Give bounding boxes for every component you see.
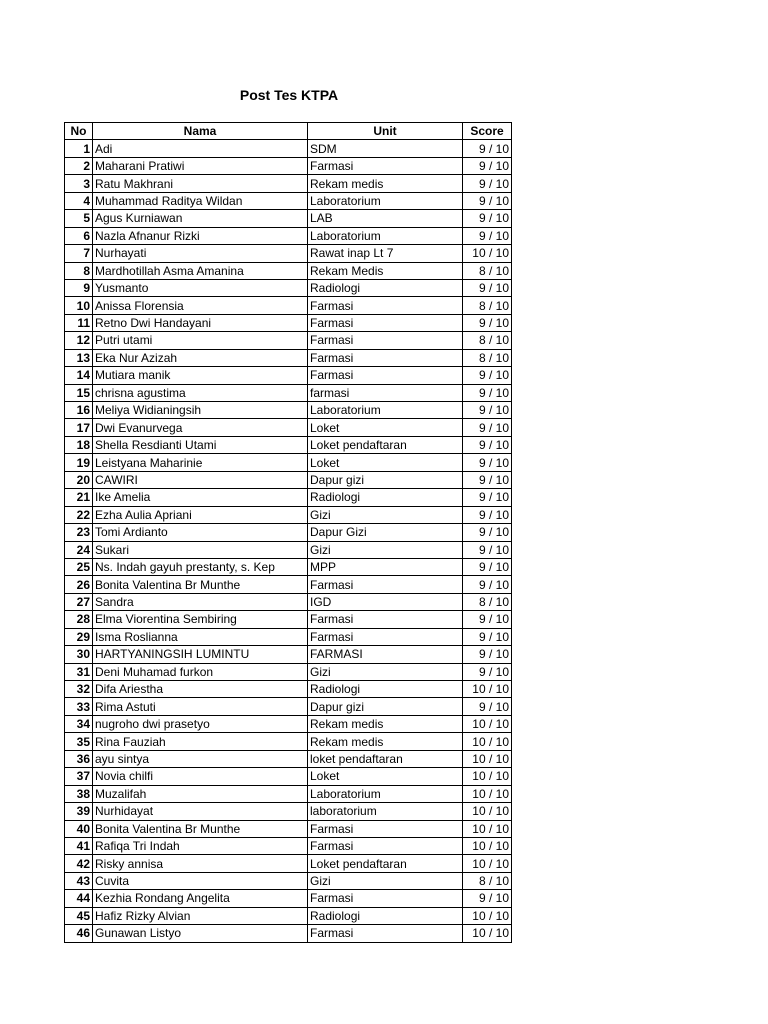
score-cell: 9 / 10	[463, 402, 512, 419]
table-row	[65, 489, 512, 506]
unit-cell: LAB	[308, 210, 463, 227]
name-cell: Bonita Valentina Br Munthe	[93, 820, 308, 837]
unit-cell: Farmasi	[308, 820, 463, 837]
unit-cell: Gizi	[308, 541, 463, 558]
table-body	[65, 140, 512, 942]
name-cell: Muzalifah	[93, 785, 308, 802]
unit-cell: Loket	[308, 419, 463, 436]
unit-cell: Farmasi	[308, 157, 463, 174]
unit-cell: Gizi	[308, 663, 463, 680]
score-cell: 9 / 10	[463, 524, 512, 541]
unit-cell: Farmasi	[308, 837, 463, 854]
score-cell: 9 / 10	[463, 558, 512, 575]
name-cell: Muhammad Raditya Wildan	[93, 192, 308, 209]
score-table	[64, 122, 512, 943]
row-number-cell: 38	[65, 785, 93, 802]
score-cell: 10 / 10	[463, 768, 512, 785]
unit-cell: loket pendaftaran	[308, 750, 463, 767]
score-cell: 9 / 10	[463, 140, 512, 157]
table-row	[65, 541, 512, 558]
table-row	[65, 628, 512, 645]
score-cell: 8 / 10	[463, 262, 512, 279]
table-row	[65, 245, 512, 262]
row-number-cell: 23	[65, 524, 93, 541]
table-row	[65, 262, 512, 279]
table-row	[65, 506, 512, 523]
unit-cell: laboratorium	[308, 803, 463, 820]
name-cell: Risky annisa	[93, 855, 308, 872]
score-cell: 9 / 10	[463, 454, 512, 471]
row-number-cell: 31	[65, 663, 93, 680]
name-cell: Maharani Pratiwi	[93, 157, 308, 174]
row-number-cell: 27	[65, 593, 93, 610]
column-header-nama: Nama	[93, 123, 308, 140]
table-row	[65, 907, 512, 924]
unit-cell: Radiologi	[308, 907, 463, 924]
unit-cell: Rawat inap Lt 7	[308, 245, 463, 262]
page-title: Post Tes KTPA	[239, 87, 339, 103]
name-cell: Deni Muhamad furkon	[93, 663, 308, 680]
name-cell: nugroho dwi prasetyo	[93, 715, 308, 732]
score-cell: 10 / 10	[463, 715, 512, 732]
header-row	[65, 123, 512, 140]
row-number-cell: 9	[65, 279, 93, 296]
table-row	[65, 593, 512, 610]
table-row	[65, 140, 512, 157]
name-cell: Shella Resdianti Utami	[93, 436, 308, 453]
name-cell: Mardhotillah Asma Amanina	[93, 262, 308, 279]
name-cell: Ns. Indah gayuh prestanty, s. Kep	[93, 558, 308, 575]
table-row	[65, 925, 512, 942]
unit-cell: Farmasi	[308, 628, 463, 645]
score-cell: 8 / 10	[463, 332, 512, 349]
row-number-cell: 21	[65, 489, 93, 506]
row-number-cell: 16	[65, 402, 93, 419]
row-number-cell: 44	[65, 890, 93, 907]
name-cell: Ezha Aulia Apriani	[93, 506, 308, 523]
score-cell: 9 / 10	[463, 698, 512, 715]
row-number-cell: 4	[65, 192, 93, 209]
table-row	[65, 681, 512, 698]
name-cell: Sukari	[93, 541, 308, 558]
row-number-cell: 37	[65, 768, 93, 785]
row-number-cell: 39	[65, 803, 93, 820]
score-cell: 9 / 10	[463, 279, 512, 296]
name-cell: Rafiqa Tri Indah	[93, 837, 308, 854]
table-row	[65, 297, 512, 314]
name-cell: Eka Nur Azizah	[93, 349, 308, 366]
name-cell: Ratu Makhrani	[93, 175, 308, 192]
score-cell: 9 / 10	[463, 227, 512, 244]
row-number-cell: 46	[65, 925, 93, 942]
table-row	[65, 820, 512, 837]
unit-cell: Radiologi	[308, 681, 463, 698]
score-cell: 10 / 10	[463, 681, 512, 698]
score-cell: 9 / 10	[463, 175, 512, 192]
name-cell: Anissa Florensia	[93, 297, 308, 314]
table-row	[65, 175, 512, 192]
unit-cell: Farmasi	[308, 314, 463, 331]
score-cell: 9 / 10	[463, 419, 512, 436]
table-row	[65, 837, 512, 854]
unit-cell: Rekam Medis	[308, 262, 463, 279]
unit-cell: MPP	[308, 558, 463, 575]
name-cell: Adi	[93, 140, 308, 157]
row-number-cell: 11	[65, 314, 93, 331]
unit-cell: IGD	[308, 593, 463, 610]
name-cell: Retno Dwi Handayani	[93, 314, 308, 331]
name-cell: Nurhidayat	[93, 803, 308, 820]
unit-cell: Loket pendaftaran	[308, 855, 463, 872]
score-cell: 10 / 10	[463, 785, 512, 802]
score-cell: 10 / 10	[463, 907, 512, 924]
score-cell: 9 / 10	[463, 489, 512, 506]
name-cell: Novia chilfi	[93, 768, 308, 785]
unit-cell: Farmasi	[308, 332, 463, 349]
row-number-cell: 24	[65, 541, 93, 558]
unit-cell: Farmasi	[308, 297, 463, 314]
table-row	[65, 890, 512, 907]
name-cell: Gunawan Listyo	[93, 925, 308, 942]
table-row	[65, 611, 512, 628]
unit-cell: Farmasi	[308, 576, 463, 593]
name-cell: Sandra	[93, 593, 308, 610]
unit-cell: Farmasi	[308, 367, 463, 384]
score-cell: 10 / 10	[463, 925, 512, 942]
score-cell: 9 / 10	[463, 157, 512, 174]
score-cell: 10 / 10	[463, 837, 512, 854]
name-cell: Difa Ariestha	[93, 681, 308, 698]
unit-cell: Loket pendaftaran	[308, 436, 463, 453]
table-row	[65, 733, 512, 750]
row-number-cell: 42	[65, 855, 93, 872]
row-number-cell: 29	[65, 628, 93, 645]
table-row	[65, 332, 512, 349]
name-cell: Nurhayati	[93, 245, 308, 262]
table-header	[65, 123, 512, 140]
name-cell: Hafiz Rizky Alvian	[93, 907, 308, 924]
score-cell: 10 / 10	[463, 855, 512, 872]
row-number-cell: 6	[65, 227, 93, 244]
table-row	[65, 663, 512, 680]
row-number-cell: 25	[65, 558, 93, 575]
score-cell: 8 / 10	[463, 349, 512, 366]
unit-cell: Laboratorium	[308, 192, 463, 209]
table-row	[65, 698, 512, 715]
unit-cell: Dapur gizi	[308, 471, 463, 488]
name-cell: Mutiara manik	[93, 367, 308, 384]
score-cell: 9 / 10	[463, 541, 512, 558]
score-cell: 10 / 10	[463, 750, 512, 767]
table-row	[65, 855, 512, 872]
table-row	[65, 279, 512, 296]
name-cell: Bonita Valentina Br Munthe	[93, 576, 308, 593]
row-number-cell: 8	[65, 262, 93, 279]
score-cell: 9 / 10	[463, 890, 512, 907]
table-row	[65, 436, 512, 453]
score-cell: 9 / 10	[463, 314, 512, 331]
name-cell: CAWIRI	[93, 471, 308, 488]
table-row	[65, 402, 512, 419]
score-cell: 10 / 10	[463, 245, 512, 262]
score-cell: 8 / 10	[463, 593, 512, 610]
table-row	[65, 367, 512, 384]
name-cell: Putri utami	[93, 332, 308, 349]
score-cell: 9 / 10	[463, 663, 512, 680]
score-cell: 9 / 10	[463, 471, 512, 488]
unit-cell: Farmasi	[308, 611, 463, 628]
unit-cell: Farmasi	[308, 349, 463, 366]
table-row	[65, 349, 512, 366]
row-number-cell: 5	[65, 210, 93, 227]
unit-cell: Gizi	[308, 506, 463, 523]
name-cell: Tomi Ardianto	[93, 524, 308, 541]
row-number-cell: 33	[65, 698, 93, 715]
score-cell: 9 / 10	[463, 436, 512, 453]
table-row	[65, 558, 512, 575]
table-row	[65, 157, 512, 174]
name-cell: Yusmanto	[93, 279, 308, 296]
table-row	[65, 471, 512, 488]
row-number-cell: 35	[65, 733, 93, 750]
row-number-cell: 3	[65, 175, 93, 192]
row-number-cell: 43	[65, 872, 93, 889]
row-number-cell: 1	[65, 140, 93, 157]
score-cell: 9 / 10	[463, 628, 512, 645]
unit-cell: Radiologi	[308, 279, 463, 296]
row-number-cell: 32	[65, 681, 93, 698]
column-header-no: No	[65, 123, 93, 140]
name-cell: HARTYANINGSIH LUMINTU	[93, 646, 308, 663]
table-row	[65, 419, 512, 436]
table-row	[65, 768, 512, 785]
row-number-cell: 34	[65, 715, 93, 732]
table-row	[65, 227, 512, 244]
name-cell: Nazla Afnanur Rizki	[93, 227, 308, 244]
table-row	[65, 576, 512, 593]
score-cell: 9 / 10	[463, 506, 512, 523]
name-cell: Dwi Evanurvega	[93, 419, 308, 436]
table-row	[65, 785, 512, 802]
row-number-cell: 7	[65, 245, 93, 262]
table-row	[65, 314, 512, 331]
name-cell: Cuvita	[93, 872, 308, 889]
unit-cell: Laboratorium	[308, 227, 463, 244]
name-cell: Rima Astuti	[93, 698, 308, 715]
table-row	[65, 210, 512, 227]
unit-cell: Radiologi	[308, 489, 463, 506]
row-number-cell: 36	[65, 750, 93, 767]
unit-cell: Dapur gizi	[308, 698, 463, 715]
table-row	[65, 524, 512, 541]
table-row	[65, 715, 512, 732]
table-row	[65, 192, 512, 209]
score-cell: 9 / 10	[463, 611, 512, 628]
name-cell: Ike Amelia	[93, 489, 308, 506]
name-cell: chrisna agustima	[93, 384, 308, 401]
column-header-unit: Unit	[308, 123, 463, 140]
unit-cell: Loket	[308, 454, 463, 471]
row-number-cell: 17	[65, 419, 93, 436]
row-number-cell: 41	[65, 837, 93, 854]
row-number-cell: 10	[65, 297, 93, 314]
name-cell: Leistyana Maharinie	[93, 454, 308, 471]
unit-cell: Farmasi	[308, 890, 463, 907]
table-row	[65, 872, 512, 889]
score-cell: 9 / 10	[463, 192, 512, 209]
score-cell: 10 / 10	[463, 820, 512, 837]
row-number-cell: 2	[65, 157, 93, 174]
unit-cell: Laboratorium	[308, 402, 463, 419]
score-cell: 8 / 10	[463, 297, 512, 314]
unit-cell: Dapur Gizi	[308, 524, 463, 541]
score-cell: 9 / 10	[463, 210, 512, 227]
name-cell: Meliya Widianingsih	[93, 402, 308, 419]
score-cell: 9 / 10	[463, 367, 512, 384]
score-cell: 10 / 10	[463, 733, 512, 750]
unit-cell: Gizi	[308, 872, 463, 889]
unit-cell: Laboratorium	[308, 785, 463, 802]
table-row	[65, 646, 512, 663]
row-number-cell: 12	[65, 332, 93, 349]
score-cell: 8 / 10	[463, 872, 512, 889]
name-cell: Isma Roslianna	[93, 628, 308, 645]
name-cell: ayu sintya	[93, 750, 308, 767]
row-number-cell: 20	[65, 471, 93, 488]
table-row	[65, 803, 512, 820]
row-number-cell: 13	[65, 349, 93, 366]
row-number-cell: 40	[65, 820, 93, 837]
row-number-cell: 28	[65, 611, 93, 628]
row-number-cell: 30	[65, 646, 93, 663]
unit-cell: farmasi	[308, 384, 463, 401]
unit-cell: FARMASI	[308, 646, 463, 663]
row-number-cell: 26	[65, 576, 93, 593]
row-number-cell: 22	[65, 506, 93, 523]
unit-cell: Farmasi	[308, 925, 463, 942]
table-row	[65, 750, 512, 767]
row-number-cell: 18	[65, 436, 93, 453]
name-cell: Kezhia Rondang Angelita	[93, 890, 308, 907]
row-number-cell: 19	[65, 454, 93, 471]
name-cell: Rina Fauziah	[93, 733, 308, 750]
row-number-cell: 15	[65, 384, 93, 401]
score-cell: 10 / 10	[463, 803, 512, 820]
row-number-cell: 14	[65, 367, 93, 384]
unit-cell: Loket	[308, 768, 463, 785]
table-row	[65, 384, 512, 401]
score-cell: 9 / 10	[463, 576, 512, 593]
column-header-score: Score	[463, 123, 512, 140]
table-row	[65, 454, 512, 471]
unit-cell: Rekam medis	[308, 715, 463, 732]
name-cell: Agus Kurniawan	[93, 210, 308, 227]
score-cell: 9 / 10	[463, 384, 512, 401]
unit-cell: Rekam medis	[308, 175, 463, 192]
name-cell: Elma Viorentina Sembiring	[93, 611, 308, 628]
row-number-cell: 45	[65, 907, 93, 924]
score-cell: 9 / 10	[463, 646, 512, 663]
unit-cell: SDM	[308, 140, 463, 157]
unit-cell: Rekam medis	[308, 733, 463, 750]
